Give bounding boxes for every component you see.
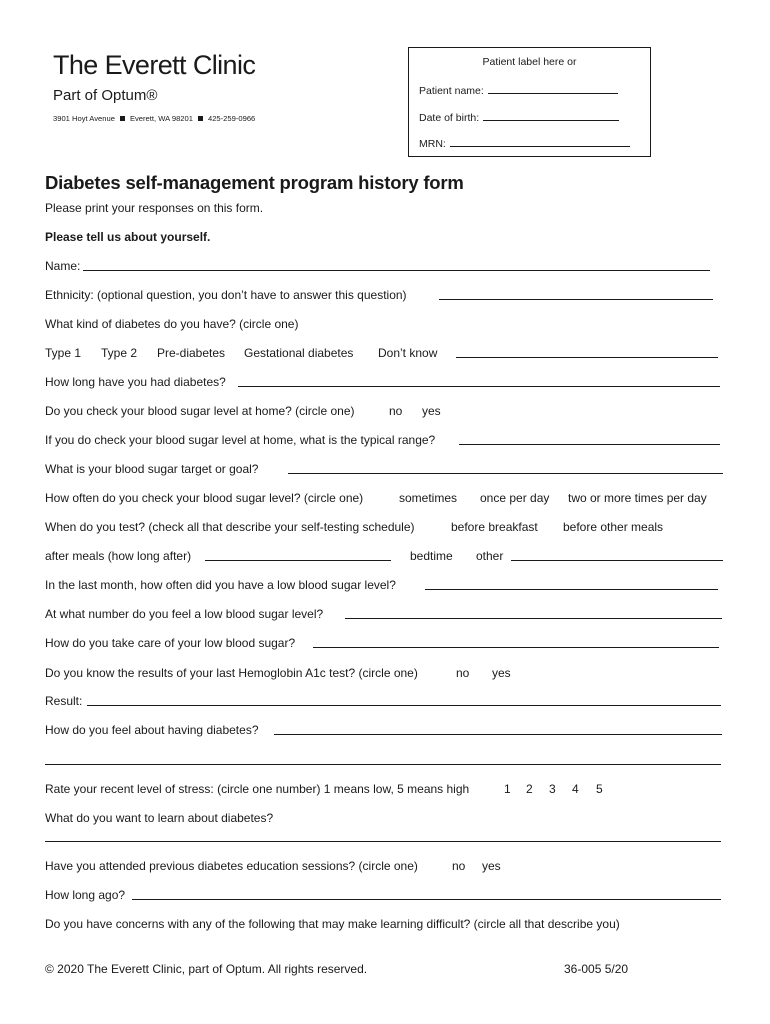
other-field[interactable] — [511, 549, 723, 561]
footer-copyright: © 2020 The Everett Clinic, part of Optum. All rights reserved. — [45, 962, 368, 976]
how-often-row — [45, 491, 725, 507]
clinic-name: The Everett Clinic — [53, 50, 256, 80]
a1c-row — [45, 666, 725, 682]
address-street: 3901 Hoyt Avenue — [53, 114, 115, 123]
a1c-no[interactable]: no — [456, 666, 470, 680]
result-label: Result: — [45, 694, 83, 708]
feel-row-2 — [45, 753, 725, 769]
section-heading: Please tell us about yourself. — [45, 230, 211, 244]
option-type-1[interactable]: Type 1 — [45, 346, 82, 360]
feel-label: How do you feel about having diabetes? — [45, 723, 259, 737]
patient-label-box — [408, 47, 651, 157]
footer-form-number: 36-005 5/20 — [564, 962, 629, 976]
how-often-label: How often do you check your blood sugar level? (circle one) — [45, 491, 364, 505]
name-row — [45, 259, 725, 275]
stress-option-4[interactable]: 4 — [572, 782, 579, 796]
feel-field[interactable] — [274, 723, 722, 735]
a1c-yes[interactable]: yes — [492, 666, 511, 680]
typical-range-row — [45, 433, 725, 449]
dob-field[interactable] — [483, 111, 619, 121]
option-dont-know[interactable]: Don’t know — [378, 346, 438, 360]
stress-option-3[interactable]: 3 — [549, 782, 556, 796]
option-two-or-more[interactable]: two or more times per day — [568, 491, 707, 505]
low-number-label: At what number do you feel a low blood sugar level? — [45, 607, 324, 621]
low-number-field[interactable] — [345, 607, 722, 619]
low-care-row — [45, 636, 725, 652]
ethnicity-row — [45, 288, 725, 304]
option-bedtime[interactable]: bedtime — [410, 549, 453, 563]
option-before-breakfast[interactable]: before breakfast — [451, 520, 538, 534]
stress-option-2[interactable]: 2 — [526, 782, 533, 796]
low-care-label: How do you take care of your low blood sugar? — [45, 636, 296, 650]
clinic-phone: 425-259-0966 — [207, 114, 256, 123]
learn-row — [45, 811, 725, 827]
patient-name-field[interactable] — [488, 84, 618, 94]
option-sometimes[interactable]: sometimes — [399, 491, 458, 505]
ethnicity-label: Ethnicity: (optional question, you don’t have to answer this question) — [45, 288, 407, 302]
check-home-row — [45, 404, 725, 420]
name-label: Name: — [45, 259, 81, 273]
option-pre-diabetes[interactable]: Pre-diabetes — [157, 346, 226, 360]
learn-label: What do you want to learn about diabetes? — [45, 811, 274, 825]
low-last-month-row — [45, 578, 725, 594]
clinic-address — [53, 114, 255, 123]
result-row — [45, 694, 725, 710]
feel-row — [45, 723, 725, 739]
option-once-per-day[interactable]: once per day — [480, 491, 550, 505]
clinic-subtitle: Part of Optum® — [53, 87, 158, 104]
how-long-field[interactable] — [238, 375, 720, 387]
check-home-label: Do you check your blood sugar level at home? (circle one) — [45, 404, 355, 418]
option-type-2[interactable]: Type 2 — [101, 346, 138, 360]
how-long-ago-field[interactable] — [132, 888, 721, 900]
how-long-row — [45, 375, 725, 391]
attended-row — [45, 859, 725, 875]
after-meals-row — [45, 549, 725, 565]
attended-yes[interactable]: yes — [482, 859, 501, 873]
how-long-label: How long have you had diabetes? — [45, 375, 226, 389]
result-field[interactable] — [87, 694, 721, 706]
option-before-other-meals[interactable]: before other meals — [563, 520, 664, 534]
option-gestational[interactable]: Gestational diabetes — [244, 346, 354, 360]
address-city: Everett, WA 98201 — [129, 114, 193, 123]
mrn-field[interactable] — [450, 137, 630, 147]
form-instruction: Please print your responses on this form. — [45, 201, 264, 215]
typical-range-label: If you do check your blood sugar level at home, what is the typical range? — [45, 433, 436, 447]
stress-row — [45, 782, 725, 798]
kind-label: What kind of diabetes do you have? (circle one) — [45, 317, 299, 331]
stress-option-5[interactable]: 5 — [596, 782, 603, 796]
concerns-row — [45, 917, 725, 933]
target-label: What is your blood sugar target or goal? — [45, 462, 259, 476]
how-long-ago-label: How long ago? — [45, 888, 126, 902]
when-test-row — [45, 520, 725, 536]
target-field[interactable] — [288, 462, 723, 474]
label-box-title: Patient label here or — [482, 56, 577, 68]
how-long-ago-row — [45, 888, 725, 904]
bullet-square-icon — [198, 116, 203, 121]
low-last-month-label: In the last month, how often did you have a low blood sugar level? — [45, 578, 396, 592]
kind-field[interactable] — [456, 346, 718, 358]
check-home-no[interactable]: no — [389, 404, 403, 418]
learn-field[interactable] — [45, 830, 721, 842]
dob-line: Date of birth: — [419, 111, 619, 124]
form-title: Diabetes self-management program history form — [45, 172, 464, 193]
concerns-label: Do you have concerns with any of the following that may make learning difficult? (circle all that describe you) — [45, 917, 620, 931]
target-row — [45, 462, 725, 478]
learn-row-2 — [45, 830, 725, 846]
attended-label: Have you attended previous diabetes education sessions? (circle one) — [45, 859, 418, 873]
attended-no[interactable]: no — [452, 859, 466, 873]
patient-name-line: Patient name: — [419, 84, 618, 97]
kind-options-row — [45, 346, 725, 362]
low-care-field[interactable] — [313, 636, 719, 648]
option-other[interactable]: other — [476, 549, 504, 563]
after-meals-label[interactable]: after meals (how long after) — [45, 549, 192, 563]
low-last-month-field[interactable] — [425, 578, 718, 590]
check-home-yes[interactable]: yes — [422, 404, 441, 418]
after-meals-field[interactable] — [205, 549, 391, 561]
kind-row — [45, 317, 725, 333]
stress-label: Rate your recent level of stress: (circle one number) 1 means low, 5 means high — [45, 782, 470, 796]
typical-range-field[interactable] — [459, 433, 720, 445]
a1c-label: Do you know the results of your last Hemoglobin A1c test? (circle one) — [45, 666, 418, 680]
low-number-row — [45, 607, 725, 623]
name-field[interactable] — [83, 259, 710, 271]
ethnicity-field[interactable] — [439, 288, 713, 300]
bullet-square-icon — [120, 116, 125, 121]
stress-option-1[interactable]: 1 — [504, 782, 511, 796]
mrn-line: MRN: — [419, 137, 630, 150]
feel-field-2[interactable] — [45, 753, 721, 765]
when-test-label: When do you test? (check all that describe your self-testing schedule) — [45, 520, 415, 534]
